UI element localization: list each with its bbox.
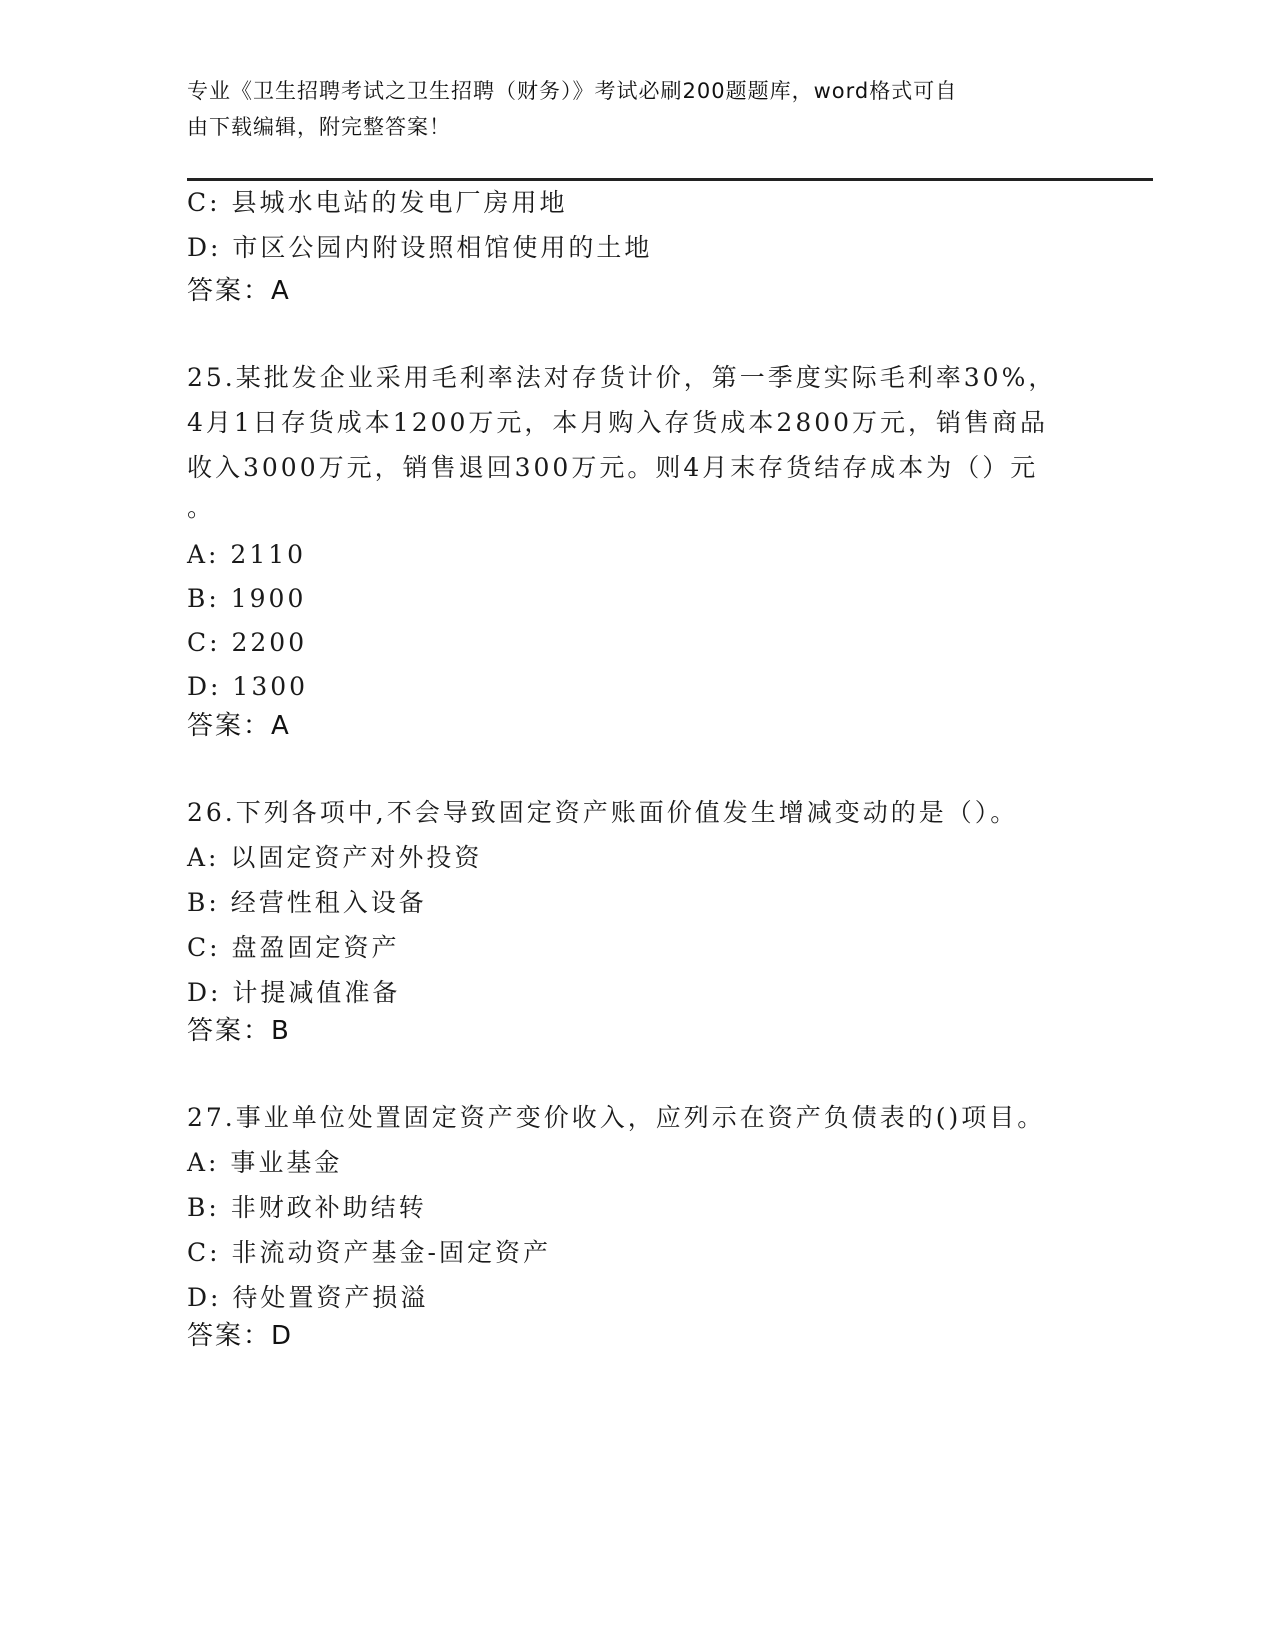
question-stem-line: 4月1日存货成本1200万元，本月购入存货成本2800万元，销售商品	[187, 408, 1049, 437]
option-a: A: 以固定资产对外投资	[187, 843, 483, 872]
answer-27: 答案：D	[187, 1321, 294, 1351]
question-stem: 27.事业单位处置固定资产变价收入，应列示在资产负债表的()项目。	[187, 1103, 1046, 1132]
option-c: C: 2200	[187, 628, 308, 657]
option-b: B: 非财政补助结转	[187, 1193, 427, 1222]
answer-25: 答案：A	[187, 711, 291, 741]
question-stem-line: 25.某批发企业采用毛利率法对存货计价，第一季度实际毛利率30%，	[187, 363, 1057, 392]
option-b: B: 1900	[187, 584, 307, 613]
header-line-2: 由下载编辑，附完整答案！	[187, 115, 451, 139]
question-26	[187, 790, 1087, 1015]
question-27	[187, 1095, 1087, 1320]
question-stem-line: 收入3000万元，销售退回300万元。则4月末存货结存成本为（）元	[187, 453, 1039, 482]
option-d: D: 计提减值准备	[187, 978, 401, 1007]
question-stem: 26.下列各项中,不会导致固定资产账面价值发生增减变动的是（）。	[187, 798, 1019, 827]
header-line-1: 专业《卫生招聘考试之卫生招聘（财务）》考试必刷200题题库，word格式可自	[187, 79, 958, 103]
document-header	[187, 73, 1067, 145]
option-c: C: 非流动资产基金-固定资产	[187, 1238, 551, 1267]
option-d: D: 1300	[187, 672, 309, 701]
option-c: C: 盘盈固定资产	[187, 933, 400, 962]
question-stem-line: 。	[187, 493, 216, 522]
option-b: B: 经营性租入设备	[187, 888, 427, 917]
prev-question	[187, 180, 1087, 270]
option-a: A: 事业基金	[187, 1148, 343, 1177]
option-a: A: 2110	[187, 540, 307, 569]
option-c: C: 县城水电站的发电厂房用地	[187, 188, 568, 217]
prev-answer: 答案：A	[187, 276, 291, 306]
question-25	[187, 355, 1087, 708]
option-d: D: 待处置资产损溢	[187, 1283, 429, 1312]
option-d: D: 市区公园内附设照相馆使用的土地	[187, 233, 653, 262]
answer-26: 答案：B	[187, 1016, 291, 1046]
